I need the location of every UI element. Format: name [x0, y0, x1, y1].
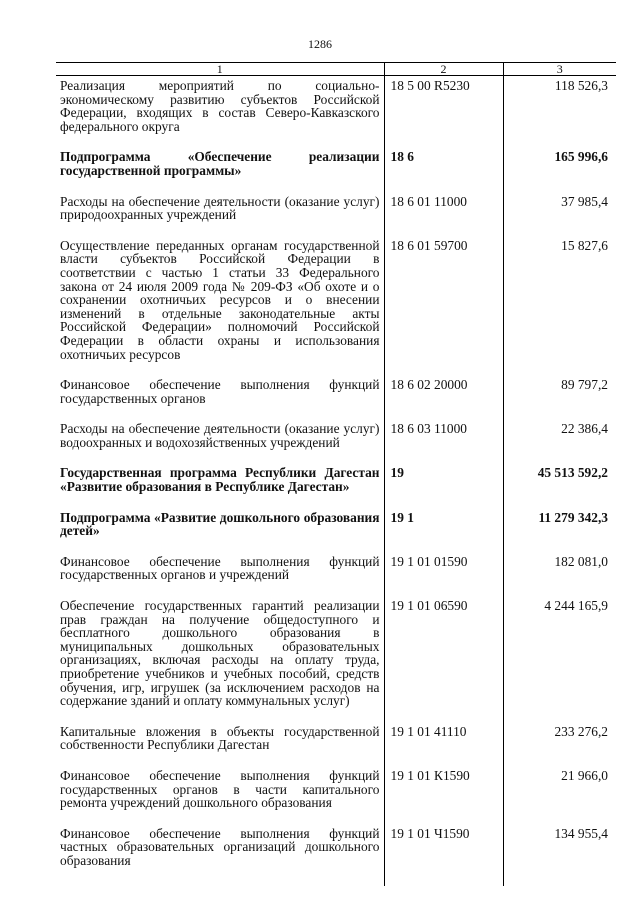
row-amount: 21 966,0	[503, 766, 616, 824]
table-row	[56, 766, 616, 824]
row-description: Обеспечение государственных гарантий реализации прав граждан на получение общедоступного и бесплатного дошкольного образования в муниципальных дошкольных образовательных организациях, включая расходы на оплату труда, приобретение учебников и учебных пособий, средств обучения, игр, игрушек (за исключением расходов на содержание зданий и оплату коммунальных услуг)	[60, 598, 380, 709]
row-amount: 4 244 165,9	[503, 596, 616, 722]
row-code: 18 6 02 20000	[384, 375, 503, 419]
table-row	[56, 824, 616, 886]
row-description: Расходы на обеспечение деятельности (оказание услуг) природоохранных учреждений	[60, 193, 380, 223]
row-description: Подпрограмма «Обеспечение реализации государственной программы»	[60, 149, 380, 178]
column-header-3: 3	[503, 63, 616, 76]
row-amount: 118 526,3	[503, 76, 616, 148]
row-code: 19 1 01 Ч1590	[384, 824, 503, 886]
row-code: 18 6	[384, 147, 503, 191]
table-row	[56, 508, 616, 552]
table-row	[56, 147, 616, 191]
row-description: Реализация мероприятий по социально-экономическому развитию субъектов Российской Федерации, входящих в состав Северо-Кавказского федерального округа	[60, 78, 380, 134]
row-code: 19 1 01 01590	[384, 552, 503, 596]
row-description: Финансовое обеспечение выполнения функций государственных органов	[60, 377, 380, 406]
row-code: 19	[384, 463, 503, 507]
table-body	[56, 76, 616, 886]
table-row	[56, 463, 616, 507]
row-code: 18 6 03 11000	[384, 419, 503, 463]
row-amount: 22 386,4	[503, 419, 616, 463]
table-row	[56, 375, 616, 419]
row-amount: 45 513 592,2	[503, 463, 616, 507]
row-code: 19 1	[384, 508, 503, 552]
row-code: 18 6 01 59700	[384, 236, 503, 375]
row-amount: 165 996,6	[503, 147, 616, 191]
row-description: Государственная программа Республики Дагестан «Развитие образования в Республике Дагестан»	[60, 465, 380, 495]
row-amount: 11 279 342,3	[503, 508, 616, 552]
row-code: 19 1 01 06590	[384, 596, 503, 722]
budget-table	[56, 62, 616, 886]
row-description: Капитальные вложения в объекты государственной собственности Республики Дагестан	[60, 723, 380, 753]
table-header-row	[56, 63, 616, 76]
row-amount: 182 081,0	[503, 552, 616, 596]
table-row	[56, 192, 616, 236]
row-description: Подпрограмма «Развитие дошкольного образования детей»	[60, 509, 380, 539]
row-amount: 89 797,2	[503, 375, 616, 419]
table-row	[56, 552, 616, 596]
table-row	[56, 722, 616, 766]
row-code: 19 1 01 41110	[384, 722, 503, 766]
row-description: Осуществление переданных органам государственной власти субъектов Российской Федерации в соответствии с частью 1 статьи 33 Федерального закона от 24 июля 2009 года № 209-ФЗ «Об охоте и о сохранении охотничьих ресурсов и о внесении изменений в отдельные законодательные акты Российской Федерации» полномочий Российской Федерации в области охраны и использования охотничьих ресурсов	[60, 237, 380, 362]
table-row	[56, 419, 616, 463]
row-description: Финансовое обеспечение выполнения функций государственных органов в части капитального ремонта учреждений дошкольного образования	[60, 767, 380, 811]
row-amount: 134 955,4	[503, 824, 616, 886]
column-header-2: 2	[384, 63, 503, 76]
column-header-1: 1	[56, 63, 384, 76]
row-amount: 37 985,4	[503, 192, 616, 236]
row-description: Финансовое обеспечение выполнения функций государственных органов и учреждений	[60, 553, 380, 583]
page-number: 1286	[308, 37, 332, 51]
table-row	[56, 596, 616, 722]
row-description: Финансовое обеспечение выполнения функций частных образовательных организаций дошкольного образования	[60, 825, 380, 868]
table-row	[56, 236, 616, 375]
row-amount: 233 276,2	[503, 722, 616, 766]
row-code: 19 1 01 К1590	[384, 766, 503, 824]
row-code: 18 6 01 11000	[384, 192, 503, 236]
table-row	[56, 76, 616, 148]
row-amount: 15 827,6	[503, 236, 616, 375]
row-code: 18 5 00 R5230	[384, 76, 503, 148]
row-description: Расходы на обеспечение деятельности (оказание услуг) водоохранных и водохозяйственных учреждений	[60, 421, 380, 450]
